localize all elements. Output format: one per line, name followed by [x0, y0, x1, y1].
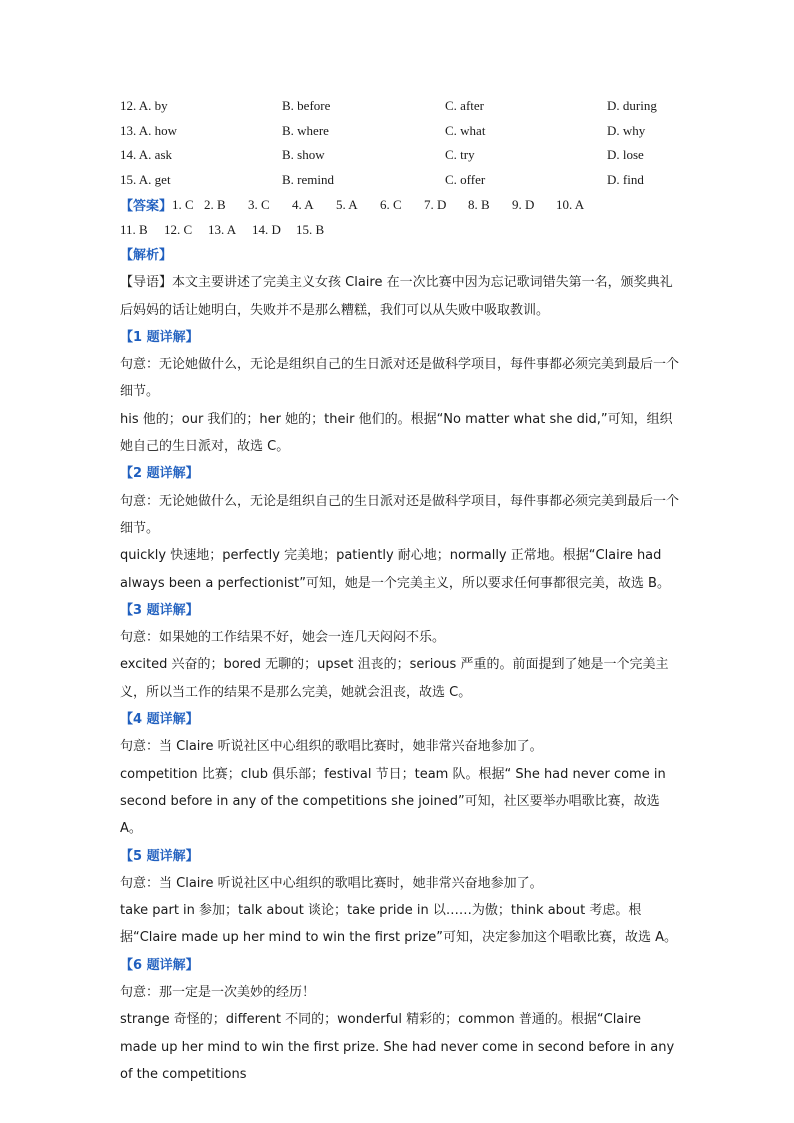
option-text: C. what [445, 122, 486, 138]
explanation: take part in 参加；talk about 谈论；take pride in 以……为傲；think about 考虑。根据“Claire made up her mind to win the first prize”可知，决定参加这个唱歌比赛，故选 A。 [120, 903, 678, 946]
option-row-15 [120, 168, 680, 193]
option-text: 15. A. get [120, 171, 171, 187]
answer-item: 13. A [208, 221, 237, 237]
section-heading: 【1 题详解】 [120, 329, 199, 345]
answer-item: 4. A [292, 196, 314, 212]
option-text: D. during [607, 98, 657, 114]
page-content [120, 94, 680, 1088]
answer-label: 【答案】 [120, 199, 173, 214]
answer-line-1 [120, 192, 680, 217]
sentence-meaning: 句意：那一定是一次美妙的经历！ [120, 985, 316, 1001]
section-5 [120, 843, 680, 952]
section-6 [120, 952, 680, 1088]
answer-line-2 [120, 217, 680, 242]
answer-item: 8. B [468, 196, 490, 212]
section-1 [120, 324, 680, 460]
answer-item: 14. D [252, 221, 281, 237]
option-text: B. before [282, 98, 331, 114]
sentence-meaning: 句意：当 Claire 听说社区中心组织的歌唱比赛时，她非常兴奋地参加了。 [120, 875, 543, 891]
option-text: D. lose [607, 147, 644, 163]
option-text: D. why [607, 122, 646, 138]
option-text: 13. A. how [120, 122, 178, 138]
intro-paragraph: 【导语】本文主要讲述了完美主义女孩 Claire 在一次比赛中因为忘记歌词错失第一名，颁奖典礼后妈妈的话让她明白，失败并不是那么糟糕，我们可以从失败中吸取教训。 [120, 275, 673, 318]
option-text: D. find [607, 171, 644, 187]
option-row-14 [120, 143, 680, 168]
answer-item: 3. C [248, 196, 270, 212]
section-heading: 【4 题详解】 [120, 712, 199, 728]
explanation: strange 奇怪的；different 不同的；wonderful 精彩的；common 普通的。根据“Claire made up her mind to win the first prize. She had never come in second before in any of the competitions [120, 1012, 675, 1082]
answer-item: 5. A [336, 196, 358, 212]
sentence-meaning: 句意：当 Claire 听说社区中心组织的歌唱比赛时，她非常兴奋地参加了。 [120, 739, 543, 755]
option-row-12 [120, 94, 680, 119]
option-text: C. after [445, 98, 484, 114]
section-heading: 【5 题详解】 [120, 848, 199, 864]
answer-item: 2. B [204, 196, 226, 212]
option-text: C. try [445, 147, 475, 163]
answer-item: 15. B [296, 221, 325, 237]
option-text: B. show [282, 147, 325, 163]
option-text: C. offer [445, 171, 486, 187]
explanation: quickly 快速地；perfectly 完美地；patiently 耐心地；normally 正常地。根据“Claire had always been a perfectionist”可知，她是一个完美主义，所以要求任何事都很完美，故选 B。 [120, 548, 670, 591]
answer-item: 9. D [512, 196, 535, 212]
answer-item: 1. C [172, 196, 194, 212]
answer-item: 7. D [424, 196, 447, 212]
explanation: excited 兴奋的；bored 无聊的；upset 沮丧的；serious 严重的。前面提到了她是一个完美主义，所以当工作的结果不是那么完美，她就会沮丧，故选 C。 [120, 657, 669, 700]
option-row-13 [120, 119, 680, 144]
sentence-meaning: 句意：无论她做什么，无论是组织自己的生日派对还是做科学项目，每件事都必须完美到最后一个细节。 [120, 357, 680, 400]
section-3 [120, 597, 680, 706]
analysis-heading: 【解析】 [120, 248, 173, 263]
answer-item: 10. A [556, 196, 585, 212]
options-block [120, 94, 680, 192]
option-text: B. where [282, 122, 329, 138]
option-text: 12. A. by [120, 98, 168, 114]
explanation: his 他的；our 我们的；her 她的；their 他们的。根据“No matter what she did,”可知，组织她自己的生日派对，故选 C。 [120, 411, 673, 455]
section-heading: 【3 题详解】 [120, 602, 199, 618]
answer-item: 11. B [120, 221, 148, 237]
section-4 [120, 706, 680, 842]
option-text: 14. A. ask [120, 147, 172, 163]
section-heading: 【6 题详解】 [120, 957, 199, 973]
sentence-meaning: 句意：无论她做什么，无论是组织自己的生日派对还是做科学项目，每件事都必须完美到最后一个细节。 [120, 493, 680, 536]
answer-item: 12. C [164, 221, 193, 237]
explanation: competition 比赛；club 俱乐部；festival 节日；team 队。根据“ She had never come in second before in any of the competitions she joined”可知，社区要举办唱歌比赛，故选 A。 [120, 766, 666, 837]
option-text: B. remind [282, 171, 334, 187]
section-2 [120, 460, 680, 596]
answer-item: 6. C [380, 196, 402, 212]
sentence-meaning: 句意：如果她的工作结果不好，她会一连几天闷闷不乐。 [120, 630, 446, 646]
section-heading: 【2 题详解】 [120, 466, 199, 482]
